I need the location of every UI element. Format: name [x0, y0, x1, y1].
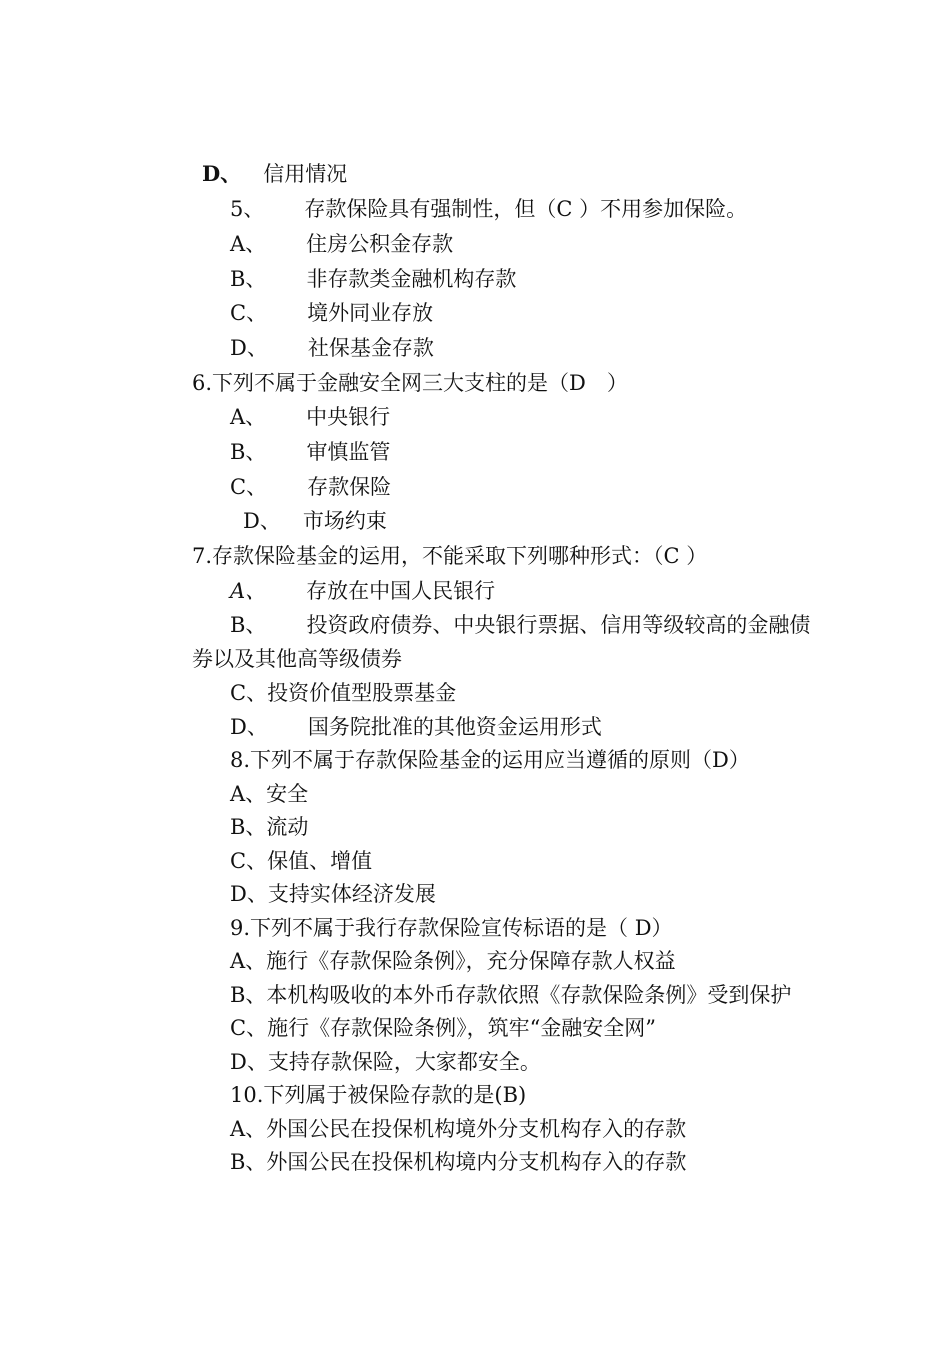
option-line [230, 402, 390, 432]
option-text: 国务院批准的其他资金运用形式 [307, 715, 602, 739]
option-line [230, 946, 676, 976]
option-line [230, 1047, 541, 1077]
option-text: 境外同业存放 [307, 301, 434, 325]
option-text: B、流动 [230, 815, 309, 839]
option-text: 券以及其他高等级债券 [192, 647, 402, 671]
option-line [230, 576, 495, 606]
option-text: A、外国公民在投保机构境外分支机构存入的存款 [230, 1117, 687, 1141]
option-marker: D、 [230, 715, 268, 739]
option-text: 信用情况 [263, 162, 348, 186]
option-line [230, 712, 602, 742]
option-marker: D、 [202, 161, 242, 186]
question-text: 8.下列不属于存款保险基金的运用应当遵循的原则（D） [230, 748, 750, 772]
option-line [230, 1114, 686, 1144]
option-text: 市场约束 [302, 509, 387, 533]
option-marker: A、 [230, 405, 267, 429]
option-marker: C、 [230, 301, 268, 325]
option-line [230, 229, 453, 259]
option-line [230, 264, 516, 294]
option-line [230, 437, 390, 467]
question-line [230, 745, 750, 775]
option-marker: D、 [230, 336, 268, 360]
question-text: 9.下列不属于我行存款保险宣传标语的是（ D） [230, 916, 673, 940]
option-line [202, 159, 347, 189]
option-text: 非存款类金融机构存款 [306, 267, 517, 291]
option-line [230, 610, 810, 640]
option-line [230, 298, 433, 328]
option-line [230, 812, 308, 842]
question-line [230, 194, 747, 224]
option-text: 存放在中国人民银行 [306, 579, 496, 603]
option-text: 中央银行 [306, 405, 391, 429]
option-marker: B、 [230, 440, 267, 464]
question-line [230, 913, 673, 943]
question-line [230, 1080, 526, 1110]
option-text: B、本机构吸收的本外币存款依照《存款保险条例》受到保护 [230, 983, 792, 1007]
option-text: 审慎监管 [306, 440, 391, 464]
option-text: B、外国公民在投保机构境内分支机构存入的存款 [230, 1150, 687, 1174]
option-marker: A、 [230, 579, 267, 603]
option-text: D、支持实体经济发展 [230, 882, 436, 906]
option-text: 投资政府债券、中央银行票据、信用等级较高的金融债 [306, 613, 811, 637]
option-marker: D、 [243, 509, 281, 533]
option-text: C、保值、增值 [230, 849, 373, 873]
option-text: A、施行《存款保险条例》，充分保障存款人权益 [230, 949, 676, 973]
option-text: C、施行《存款保险条例》，筑牢“金融安全网” [230, 1016, 657, 1040]
question-text: 10.下列属于被保险存款的是(B) [230, 1083, 527, 1107]
option-line [230, 1013, 656, 1043]
question-text: 存款保险具有强制性，但（C ）不用参加保险。 [304, 197, 748, 221]
question-line [192, 368, 628, 398]
option-line [230, 333, 434, 363]
option-marker: A、 [230, 232, 267, 256]
question-text: 6.下列不属于金融安全网三大支柱的是（D ） [192, 371, 628, 395]
option-line [230, 779, 308, 809]
option-line [243, 506, 387, 536]
option-continuation [192, 644, 402, 674]
option-text: 存款保险 [307, 475, 392, 499]
option-text: A、安全 [230, 782, 309, 806]
option-line [230, 1147, 686, 1177]
question-text: 7.存款保险基金的运用，不能采取下列哪种形式：（C ） [192, 544, 708, 568]
option-marker: B、 [230, 267, 267, 291]
option-line [230, 980, 791, 1010]
question-line [192, 541, 707, 571]
option-marker: C、 [230, 475, 268, 499]
option-marker: B、 [230, 613, 267, 637]
option-line [230, 678, 456, 708]
option-line [230, 879, 436, 909]
option-text: 住房公积金存款 [306, 232, 454, 256]
option-text: C、投资价值型股票基金 [230, 681, 457, 705]
question-number: 5、 [230, 197, 265, 221]
option-line [230, 472, 391, 502]
option-line [230, 846, 372, 876]
option-text: 社保基金存款 [307, 336, 434, 360]
option-text: D、支持存款保险，大家都安全。 [230, 1050, 541, 1074]
